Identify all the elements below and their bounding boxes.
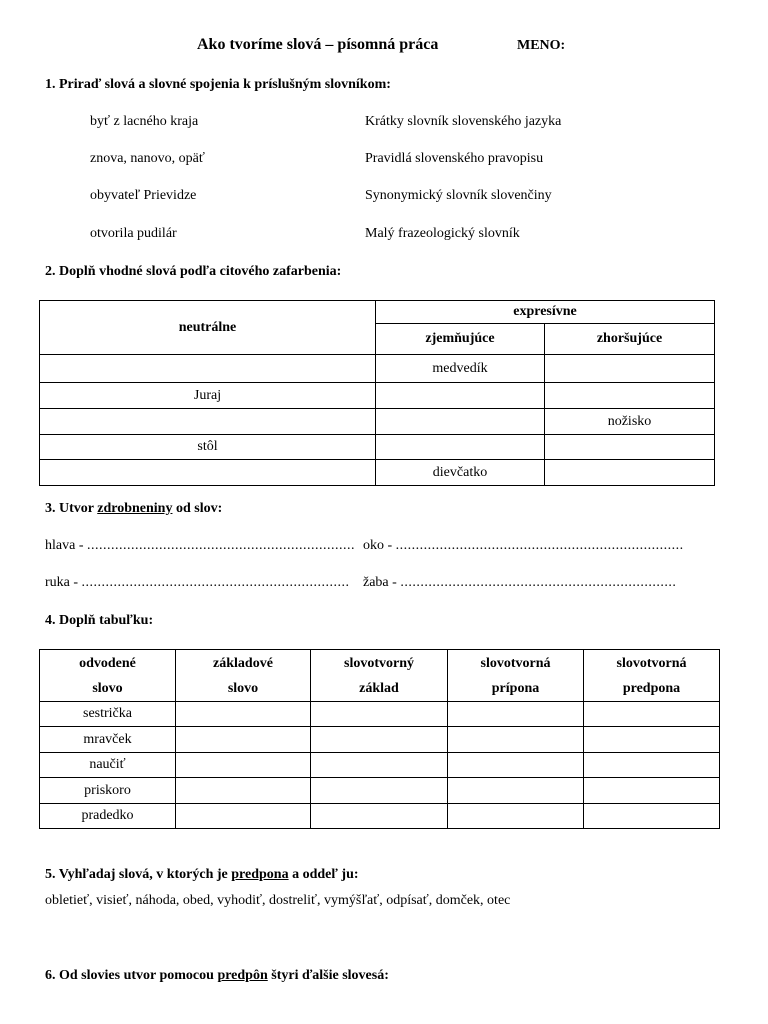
- diminutive-item: [363, 575, 676, 591]
- table-cell[interactable]: [376, 435, 545, 460]
- header-line: prípona: [491, 680, 540, 696]
- task5-heading-keyword: predpona: [231, 867, 289, 882]
- header-line: základ: [359, 680, 399, 696]
- derived-word-cell: pradedko: [40, 804, 176, 829]
- header-line: slovotvorný: [344, 655, 414, 671]
- table-cell[interactable]: [376, 409, 545, 435]
- table-cell[interactable]: [376, 383, 545, 409]
- task1-left-item: znova, nanovo, opäť: [90, 151, 205, 166]
- table-cell[interactable]: [40, 409, 376, 435]
- header-line: slovotvorná: [616, 655, 687, 671]
- table-cell[interactable]: [448, 753, 584, 778]
- item-label: oko -: [363, 538, 396, 553]
- table-cell[interactable]: [584, 778, 720, 804]
- table-cell[interactable]: [176, 702, 311, 727]
- table-cell[interactable]: [311, 727, 448, 753]
- name-label: MENO:: [517, 38, 566, 53]
- table-cell[interactable]: [448, 804, 584, 829]
- answer-line[interactable]: ........................................................................: [395, 538, 684, 553]
- table-cell[interactable]: [40, 460, 376, 486]
- table-cell[interactable]: [545, 355, 715, 383]
- task5-heading: [45, 867, 359, 883]
- derived-word-cell: sestrička: [40, 702, 176, 727]
- table-cell[interactable]: [176, 727, 311, 753]
- table-cell[interactable]: [584, 702, 720, 727]
- answer-line[interactable]: .....................................................................: [400, 575, 677, 590]
- diminutive-item: [45, 538, 355, 554]
- task4-heading: 4. Doplň tabuľku:: [45, 613, 154, 628]
- page-title: Ako tvoríme slová – písomná práca: [197, 36, 439, 53]
- header-softening: zjemňujúce: [376, 324, 545, 355]
- table-cell[interactable]: [545, 383, 715, 409]
- header-worsening: zhoršujúce: [545, 324, 715, 355]
- task1-right-item: Krátky slovník slovenského jazyka: [365, 114, 562, 129]
- header-neutral: neutrálne: [40, 301, 376, 355]
- table-cell[interactable]: [545, 460, 715, 486]
- header-suffix: [448, 650, 584, 702]
- item-label: ruka -: [45, 575, 82, 590]
- header-line: odvodené: [79, 655, 136, 671]
- table-cell[interactable]: [311, 778, 448, 804]
- task5-heading-pre: 5. Vyhľadaj slová, v ktorých je: [45, 867, 232, 882]
- table-cell[interactable]: [584, 727, 720, 753]
- task5-heading-post: a oddeľ ju:: [288, 867, 359, 882]
- item-label: hlava -: [45, 538, 87, 553]
- table-cell[interactable]: [448, 778, 584, 804]
- header-line: základové: [213, 655, 273, 671]
- task5-word-list: obletieť, visieť, náhoda, obed, vyhodiť, dostreliť, vymýšľať, odpísať, domček, otec: [45, 893, 511, 908]
- table-cell[interactable]: [176, 778, 311, 804]
- table-cell[interactable]: [40, 355, 376, 383]
- task3-heading: [45, 501, 222, 517]
- header-expressive: expresívne: [376, 301, 715, 324]
- task1-heading: 1. Priraď slová a slovné spojenia k príslušným slovníkom:: [45, 77, 391, 92]
- table-cell[interactable]: [176, 804, 311, 829]
- table-cell[interactable]: [311, 804, 448, 829]
- header-prefix: [584, 650, 720, 702]
- table-cell[interactable]: [545, 435, 715, 460]
- answer-line[interactable]: ...................................................................: [81, 575, 350, 590]
- task1-left-item: otvorila pudilár: [90, 226, 177, 241]
- header-line: slovo: [92, 680, 123, 696]
- item-label: žaba -: [363, 575, 401, 590]
- header-base-word: [176, 650, 311, 702]
- table-cell[interactable]: stôl: [40, 435, 376, 460]
- table-cell[interactable]: dievčatko: [376, 460, 545, 486]
- task1-right-item: Malý frazeologický slovník: [365, 226, 520, 241]
- task6-heading-post: štyri ďalšie slovesá:: [267, 968, 389, 983]
- table-cell[interactable]: [584, 804, 720, 829]
- emotional-coloring-table: [39, 300, 715, 486]
- task2-heading: 2. Doplň vhodné slová podľa citového zafarbenia:: [45, 264, 342, 279]
- header-line: predpona: [622, 680, 681, 696]
- table-cell[interactable]: [584, 753, 720, 778]
- table-cell[interactable]: [311, 702, 448, 727]
- table-cell[interactable]: medvedík: [376, 355, 545, 383]
- table-cell[interactable]: [448, 702, 584, 727]
- task1-left-item: obyvateľ Prievidze: [90, 188, 197, 203]
- task1-right-item: Pravidlá slovenského pravopisu: [365, 151, 544, 166]
- task6-heading-keyword: predpôn: [217, 968, 268, 983]
- table-cell[interactable]: nožisko: [545, 409, 715, 435]
- table-cell[interactable]: [311, 753, 448, 778]
- header-word-stem: [311, 650, 448, 702]
- task6-heading-pre: 6. Od slovies utvor pomocou: [45, 968, 218, 983]
- task6-heading: [45, 968, 389, 984]
- diminutive-item: [45, 575, 350, 591]
- task3-heading-post: od slov:: [172, 501, 223, 516]
- word-formation-table: [39, 649, 720, 829]
- header-derived-word: [40, 650, 176, 702]
- answer-line[interactable]: ...................................................................: [86, 538, 355, 553]
- table-cell[interactable]: [176, 753, 311, 778]
- table-cell[interactable]: Juraj: [40, 383, 376, 409]
- task3-heading-keyword: zdrobneniny: [97, 501, 173, 516]
- derived-word-cell: mravček: [40, 727, 176, 753]
- task1-left-item: byť z lacného kraja: [90, 114, 199, 129]
- derived-word-cell: naučiť: [40, 753, 176, 778]
- header-line: slovotvorná: [480, 655, 551, 671]
- task3-heading-pre: 3. Utvor: [45, 501, 98, 516]
- diminutive-item: [363, 538, 684, 554]
- derived-word-cell: priskoro: [40, 778, 176, 804]
- task1-right-item: Synonymický slovník slovenčiny: [365, 188, 552, 203]
- header-line: slovo: [227, 680, 259, 696]
- table-cell[interactable]: [448, 727, 584, 753]
